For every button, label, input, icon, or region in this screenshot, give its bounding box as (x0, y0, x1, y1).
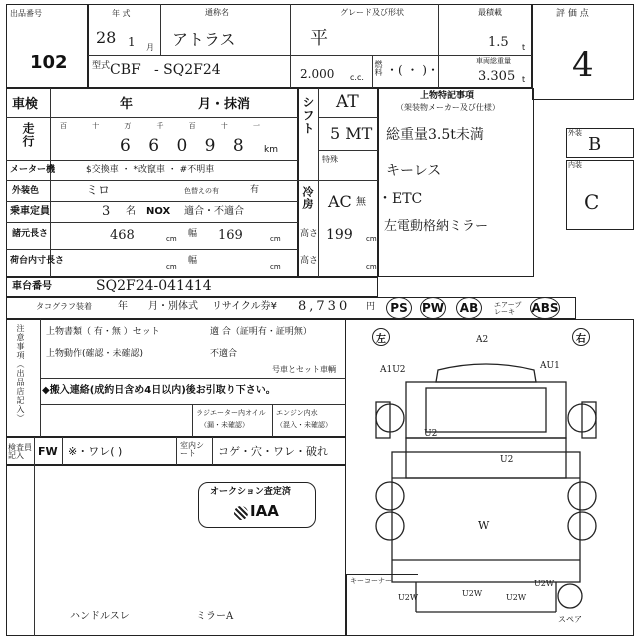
capacity-label: 乗車定員 (10, 206, 50, 217)
damage-mark-1: A2 (476, 335, 489, 345)
diagram-left-label: 左 (372, 328, 390, 346)
capacity-unit: 名 (126, 206, 136, 217)
uwamono-note-1: 総重量3.5t未満 (386, 127, 484, 143)
set-label: 号車とセット車輌 (272, 365, 336, 374)
nox-value: 適合・不適合 (184, 206, 244, 217)
bed-width-unit: cm (270, 263, 281, 271)
mileage-unit-header: 十 (220, 122, 228, 130)
inspector-label: 検査員記入 (8, 443, 32, 460)
ops-label: 上物動作(確認・未確認) (46, 349, 144, 359)
damage-mark-5: U2 (500, 455, 514, 465)
remark-right: ミラーA (196, 611, 234, 622)
width-unit: cm (270, 235, 281, 243)
docs-unfit: 不適合 (210, 349, 238, 359)
stamp-title: オークション査定済 (210, 487, 291, 497)
docs-right: 適 合（証明有・証明無） (210, 327, 312, 337)
cc-unit: c.c. (350, 73, 364, 82)
option-pw: PW (420, 297, 446, 319)
ac-label: 冷房 (301, 186, 314, 210)
model-prefix: CBF (110, 62, 141, 78)
notes-vline-eng (272, 404, 273, 437)
bed-height-label: 高さ (300, 256, 319, 266)
option-ps: PS (386, 297, 412, 319)
shift-line-1 (318, 117, 378, 118)
bed-width-label: 幅 (188, 256, 198, 266)
row-line-6 (6, 249, 298, 250)
mileage-unit-header: 百 (60, 122, 67, 130)
damage-mark-4: U2 (424, 429, 438, 439)
tacho-form: 月・別体式 (148, 301, 198, 312)
lot-label: 出品番号 (10, 9, 42, 18)
int-box (566, 160, 634, 230)
ac-none: 無 (356, 197, 366, 208)
mt-value: 5 MT (330, 124, 373, 143)
chassis-value: SQ2F24-041414 (96, 278, 212, 294)
mileage-unit: km (264, 145, 278, 155)
month-value: 1 (128, 35, 136, 49)
damage-mark-2: A1U2 (380, 365, 406, 375)
length-unit: cm (166, 235, 177, 243)
mileage-value: 6 6 0 9 8 (120, 136, 250, 156)
mileage-unit-header: 一 (252, 122, 260, 130)
width-value: 169 (218, 228, 243, 243)
load-value: 1.5 (488, 35, 509, 50)
model-label: 型式 (92, 61, 111, 71)
radiator-label: ラジエーター内オイル (196, 409, 266, 417)
uwamono-title: 上物特記事項 (420, 91, 475, 101)
damage-mark-3: AU1 (540, 361, 560, 371)
stamp-brand: IAA (250, 502, 279, 520)
notes-vline-rad (192, 404, 193, 437)
ext-label: 外装 (568, 129, 582, 137)
shift-label: シフト (301, 96, 315, 135)
header-mid-line (88, 55, 532, 56)
shift-line-3 (298, 180, 378, 181)
fw-label: FW (38, 445, 58, 458)
header-vline-2 (290, 4, 291, 88)
notes-vertical: 注意事項（出品店記入） (16, 324, 25, 423)
interior-value: コゲ・穴・ワレ・破れ (218, 445, 328, 458)
bed-height-unit: cm (366, 263, 377, 271)
chassis-label: 車台番号 (12, 281, 52, 292)
uwamono-sub: （架装物メーカー及び仕様） (396, 103, 500, 112)
mileage-unit-header: 千 (156, 122, 164, 130)
mileage-units-row (60, 121, 260, 131)
dims-label: 諸元長さ (12, 229, 49, 239)
lot-number: 102 (30, 52, 68, 73)
fw-value: ※・ワレ( ) (68, 445, 123, 458)
shaken-label: 車検 (12, 97, 39, 112)
height-value: 199 (326, 227, 353, 243)
ext-value: B (588, 134, 602, 155)
recycle-value: 8,730 (298, 299, 351, 314)
insp-vline-2 (62, 437, 63, 465)
mileage-unit-header: 十 (92, 122, 100, 130)
diagram-right-label: 右 (572, 328, 590, 346)
gross-label: 車両総重量 (476, 57, 511, 65)
shaken-month: 月・抹消 (198, 97, 251, 112)
engine-sub: （混入・未確認） (276, 421, 332, 429)
int-value: C (584, 190, 600, 214)
mileage-unit-header: 万 (124, 122, 132, 130)
load-label: 最積載 (478, 8, 502, 17)
fuel-value: ・( ・ )・ (386, 63, 439, 77)
grade-label: グレード及び形状 (340, 8, 404, 17)
name-label: 通称名 (205, 8, 229, 17)
insp-vline-1 (34, 437, 35, 465)
notes-line-1 (40, 378, 346, 379)
month-unit: 月 (146, 43, 154, 52)
color-label: 外装色 (12, 186, 40, 196)
nox-label: NOX (146, 206, 171, 217)
cc-value: 2.000 (300, 67, 335, 81)
notes-line-2 (40, 404, 346, 405)
damage-mark-8: U2W (462, 589, 483, 598)
insp-vline-3 (176, 437, 177, 465)
mileage-label: 走行 (21, 122, 35, 148)
uwamono-note-2: キーレス (386, 163, 442, 179)
color-value: ミロ (86, 183, 111, 197)
shift-line-2 (318, 150, 378, 151)
capacity-value: 3 (102, 204, 111, 219)
insp-vline-4 (212, 437, 213, 465)
notice-text: ◆搬入連絡(成約日含め4日以内)後お引取り下さい。 (42, 385, 276, 396)
meter-label: メーター機 (10, 165, 56, 175)
uwamono-note-4: 左電動格納ミラー (384, 219, 489, 234)
recycle-label: リサイクル券¥ (212, 301, 277, 312)
score-value: 4 (572, 45, 594, 85)
air-brake-label: エアーブレーキ (494, 301, 522, 316)
gross-unit: t (522, 75, 526, 84)
mileage-unit-header: 百 (188, 122, 196, 130)
int-label: 内装 (568, 161, 582, 169)
ac-value: AC (328, 192, 352, 211)
bed-label: 荷台内寸長さ (10, 256, 65, 266)
meter-options: $交換車 ・ *改竄車 ・ #不明車 (86, 165, 215, 175)
width-label: 幅 (188, 229, 198, 239)
damage-mark-10: U2W (534, 579, 555, 588)
bottom-col-line (34, 465, 35, 636)
option-abs: ABS (530, 297, 560, 319)
recycle-unit: 円 (366, 302, 376, 312)
gross-value: 3.305 (478, 69, 516, 84)
radiator-sub: （漏・未確認） (200, 421, 249, 429)
color-change-label: 色替えの有 (184, 187, 219, 195)
tacho-year: 年 (118, 301, 128, 312)
load-unit: t (522, 43, 526, 52)
corner-label: キーコーナー (350, 577, 392, 585)
color-change-value: 有 (250, 185, 260, 195)
car-name: アトラス (172, 30, 236, 49)
header-vline-1 (160, 4, 161, 55)
damage-mark-9: U2W (506, 593, 527, 602)
option-ab: AB (456, 297, 482, 319)
fuel-label: 燃料 (374, 60, 383, 76)
year-label: 年 式 (112, 9, 131, 18)
bed-unit: cm (166, 263, 177, 271)
score-label: 評 価 点 (556, 9, 589, 19)
height-unit: cm (366, 235, 377, 243)
shaken-year: 年 (120, 97, 134, 112)
tacho-label: タコグラフ装着 (36, 302, 92, 311)
header-vline-4 (372, 55, 373, 88)
height-label: 高さ (300, 229, 319, 239)
tokki-label: 特殊 (322, 155, 338, 164)
grade-value: 平 (310, 28, 328, 49)
uwamono-box (378, 88, 534, 277)
docs-label: 上物書類（ 有・無 ）セット (46, 327, 160, 337)
uwamono-note-3: ・ETC (378, 191, 423, 207)
damage-mark-7: U2W (398, 593, 419, 602)
year-value: 28 (96, 28, 117, 47)
interior-label: 室内シート (180, 441, 204, 458)
damage-mark-6: W (478, 519, 490, 532)
spare-label: スペア (558, 615, 582, 624)
length-value: 468 (110, 228, 135, 243)
engine-label: エンジン内水 (276, 409, 318, 417)
at-value: AT (336, 92, 359, 112)
remark-left: ハンドルスレ (70, 611, 130, 622)
stamp-logo-icon (234, 506, 248, 520)
model-value: - SQ2F24 (154, 62, 221, 78)
